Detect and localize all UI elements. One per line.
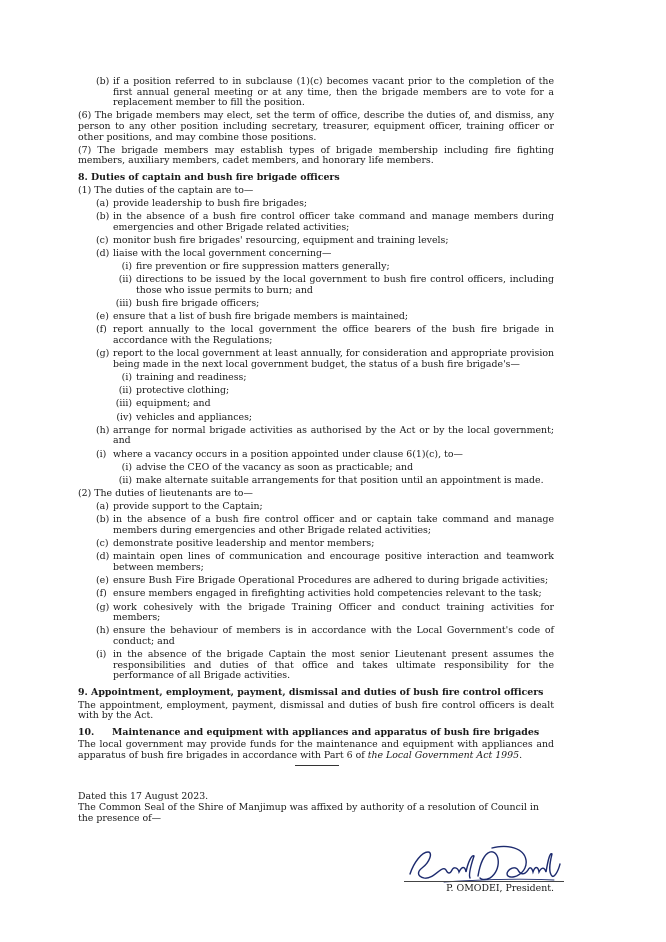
captain-duty-g (78, 349, 554, 370)
item-label: (i) (121, 261, 132, 273)
item-text: maintain open lines of communication and encourage positive interaction and teamwork between members; (113, 551, 554, 573)
item-label: (g) (96, 348, 110, 360)
item-label: (iii) (115, 398, 132, 410)
captain-duty-d-ii (78, 275, 554, 296)
item-text: report annually to the local government the office bearers of the bush fire brigade in accordance with the Regulations; (113, 324, 554, 346)
item-text: vehicles and appliances; (136, 411, 253, 423)
captain-duty-i (78, 450, 554, 461)
captain-duty-i-i (78, 463, 554, 474)
item-label: (b) (96, 76, 110, 87)
item-text: advise the CEO of the vacancy as soon as practicable; and (136, 461, 414, 473)
item-text: provide support to the Captain; (113, 501, 263, 513)
clause-7-5-b (78, 77, 554, 109)
item-text: if a position referred to in subclause (1)(c) becomes vacant prior to the completion of the first annual general meeting or at any time, then the brigade members are to vote for a replacement member to fill the position. (113, 76, 554, 109)
item-label: (h) (96, 424, 110, 436)
captain-duty-h (78, 426, 554, 447)
item-label: (g) (96, 601, 110, 613)
lieutenant-duty-e (78, 576, 554, 587)
item-text: provide leadership to bush fire brigades; (113, 197, 308, 209)
item-label: (f) (96, 324, 107, 336)
item-label: (e) (96, 311, 109, 323)
separator-rule (295, 765, 339, 766)
item-label: (ii) (118, 385, 132, 397)
lieutenant-duty-d (78, 552, 554, 573)
item-label: (i) (121, 371, 132, 383)
captain-duty-d-i (78, 262, 554, 273)
captain-duty-i-ii (78, 476, 554, 487)
item-text: make alternate suitable arrangements for that position until an appointment is made. (136, 474, 544, 486)
item-label: (a) (96, 501, 109, 513)
item-text: in the absence of a bush fire control officer and or captain take command and manage members during emergencies and other Brigade related activities; (113, 514, 554, 537)
section-8-2-intro: (2) The duties of lieutenants are to— (78, 488, 253, 500)
captain-duty-d-iii (78, 299, 554, 310)
item-label: (e) (96, 575, 109, 587)
item-text: work cohesively with the brigade Training Officer and conduct training activities for members; (113, 601, 554, 624)
section-8-heading: 8. Duties of captain and bush fire brigade officers (78, 171, 340, 183)
item-label: (d) (96, 551, 110, 563)
item-label: (i) (121, 461, 132, 473)
item-label: (i) (96, 448, 107, 460)
captain-duty-g-iii (78, 399, 554, 410)
item-text: ensure that a list of bush fire brigade members is maintained; (113, 311, 409, 323)
item-text: training and readiness; (136, 371, 247, 383)
captain-duty-e (78, 312, 554, 323)
item-label: (iii) (115, 298, 132, 310)
item-text: monitor bush fire brigades' resourcing, equipment and training levels; (113, 234, 449, 246)
clause-7-7: (7) The brigade members may establish types of brigade membership including fire fighting members, auxiliary members, cadet members, and honorary life members. (78, 144, 554, 167)
item-label: (a) (96, 197, 109, 209)
item-label: (ii) (118, 474, 132, 486)
captain-duty-g-i (78, 373, 554, 384)
item-text: directions to be issued by the local government to bush fire control officers, including those who issue permits to burn; and (136, 274, 554, 296)
sentence-end: . (519, 749, 523, 761)
captain-duty-d (78, 249, 554, 260)
item-label: (c) (96, 234, 109, 246)
item-text: ensure the behaviour of members is in accordance with the Local Government's code of conduct; and (113, 625, 554, 647)
lieutenant-duty-i (78, 650, 554, 682)
item-label: (iv) (116, 411, 132, 423)
item-label: (i) (96, 649, 107, 661)
item-text: protective clothing; (136, 385, 230, 397)
item-text: where a vacancy occurs in a position appointed under clause 6(1)(c), to— (113, 448, 463, 460)
section-8-1-intro: (1) The duties of the captain are to— (78, 184, 254, 196)
clause-7-6: (6) The brigade members may elect, set the term of office, describe the duties of, and dismiss, any person to any other position including secretary, treasurer, equipment officer, training officer or other positions, and may combine those positions. (78, 110, 554, 143)
item-text: demonstrate positive leadership and mentor members; (113, 538, 375, 550)
item-text: arrange for normal brigade activities as authorised by the Act or by the local government; and (113, 424, 554, 447)
item-text: bush fire brigade officers; (136, 298, 260, 310)
section-9-heading: 9. Appointment, employment, payment, dismissal and duties of bush fire control officers (78, 686, 544, 698)
dated-line: Dated this 17 August 2023. (78, 791, 209, 803)
captain-duty-b (78, 212, 554, 233)
captain-duty-a (78, 199, 554, 210)
section-10-heading (78, 728, 554, 739)
item-label: (f) (96, 588, 107, 600)
item-label: (b) (96, 514, 110, 526)
section-9-text: The appointment, employment, payment, dismissal and duties of bush fire control officers is dealt with by the Act. (78, 699, 554, 722)
captain-duty-g-ii (78, 386, 554, 397)
lieutenant-duty-g (78, 603, 554, 624)
item-text: ensure members engaged in firefighting activities hold competencies relevant to the task; (113, 588, 542, 600)
section-10-text (78, 740, 554, 761)
captain-duty-f (78, 325, 554, 346)
captain-duty-g-iv (78, 413, 554, 424)
section-number: 10. (78, 726, 95, 738)
signature-line (404, 881, 564, 882)
act-title: the Local Government Act 1995 (367, 749, 520, 761)
captain-duty-c (78, 236, 554, 247)
lieutenant-duty-a (78, 502, 554, 513)
item-label: (b) (96, 210, 110, 222)
item-label: (h) (96, 625, 110, 637)
section-10-body: The local government may provide funds for the maintenance and equipment with appliances and apparatus of bush fire brigades in accordance with Part 6 of (78, 739, 554, 761)
item-text: fire prevention or fire suppression matters generally; (136, 261, 390, 273)
item-label: (d) (96, 247, 110, 259)
item-text: report to the local government at least annually, for consideration and appropriate provision being made in the next local government budget, the status of a bush fire brigade's— (113, 348, 554, 370)
item-text: equipment; and (136, 398, 211, 410)
item-label: (ii) (118, 274, 132, 286)
lieutenant-duty-b (78, 515, 554, 536)
item-text: in the absence of a bush fire control officer take command and manage members during emergencies and other Brigade related activities; (113, 210, 554, 233)
item-text: liaise with the local government concerning— (113, 247, 332, 259)
lieutenant-duty-f (78, 589, 554, 600)
document-body (78, 77, 554, 827)
item-text: ensure Bush Fire Brigade Operational Procedures are adhered to during brigade activities; (113, 575, 549, 587)
signatory-name: P. OMODEI, President. (446, 883, 554, 894)
item-text: in the absence of the brigade Captain the most senior Lieutenant present assumes the responsibilities and duties of that office and takes ultimate responsibility for the performance of all Brigade activities. (113, 649, 554, 682)
item-label: (c) (96, 538, 109, 550)
common-seal-statement: The Common Seal of the Shire of Manjimup was affixed by authority of a resolution of Council in the presence of— (78, 802, 539, 824)
lieutenant-duty-h (78, 626, 554, 647)
lieutenant-duty-c (78, 539, 554, 550)
section-title: Maintenance and equipment with appliances and apparatus of bush fire brigades (112, 726, 540, 738)
